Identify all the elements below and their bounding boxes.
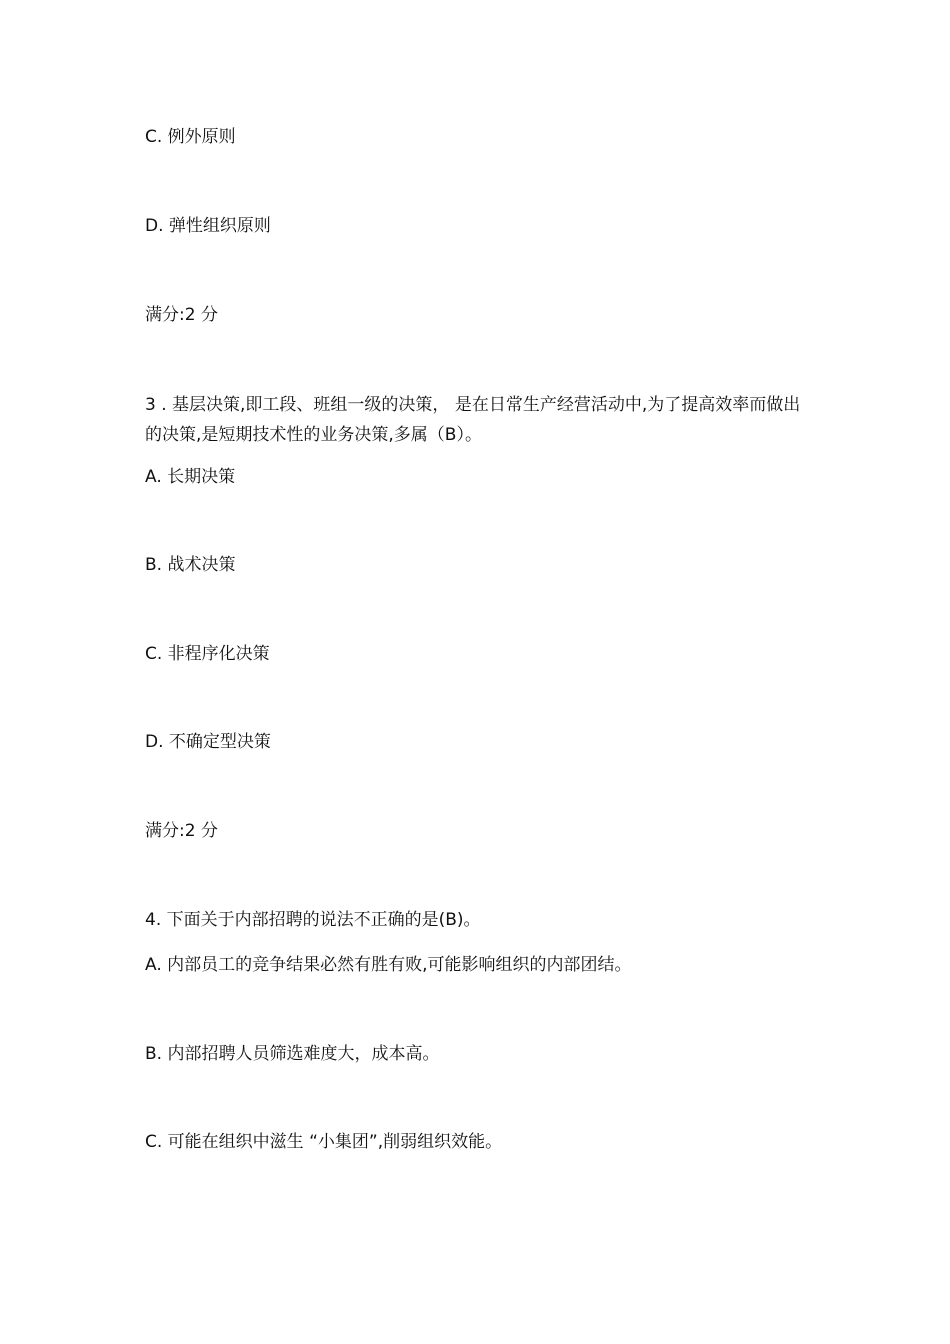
- score-line: 满分:2 分: [145, 305, 218, 325]
- question-3-option-a: A. 长期决策: [145, 467, 236, 487]
- option-d-elastic-organization-principle: D. 弹性组织原则: [145, 216, 271, 236]
- question-3-option-c: C. 非程序化决策: [145, 644, 270, 664]
- question-4-stem: 4. 下面关于内部招聘的说法不正确的是(B)。: [145, 910, 481, 930]
- score-line: 满分:2 分: [145, 821, 218, 841]
- question-3-option-b: B. 战术决策: [145, 555, 236, 575]
- question-3-stem: 3 . 基层决策,即工段、班组一级的决策， 是在日常生产经营活动中,为了提高效率而做出的决策,是短期技术性的业务决策,多属（B）。: [145, 395, 801, 445]
- question-3-option-d: D. 不确定型决策: [145, 732, 271, 752]
- question-4-option-b: B. 内部招聘人员筛选难度大，成本高。: [145, 1044, 440, 1064]
- question-4-option-a: A. 内部员工的竞争结果必然有胜有败,可能影响组织的内部团结。: [145, 955, 632, 975]
- question-4-option-c: C. 可能在组织中滋生 “小集团”,削弱组织效能。: [145, 1132, 503, 1152]
- option-c-exception-principle: C. 例外原则: [145, 127, 236, 147]
